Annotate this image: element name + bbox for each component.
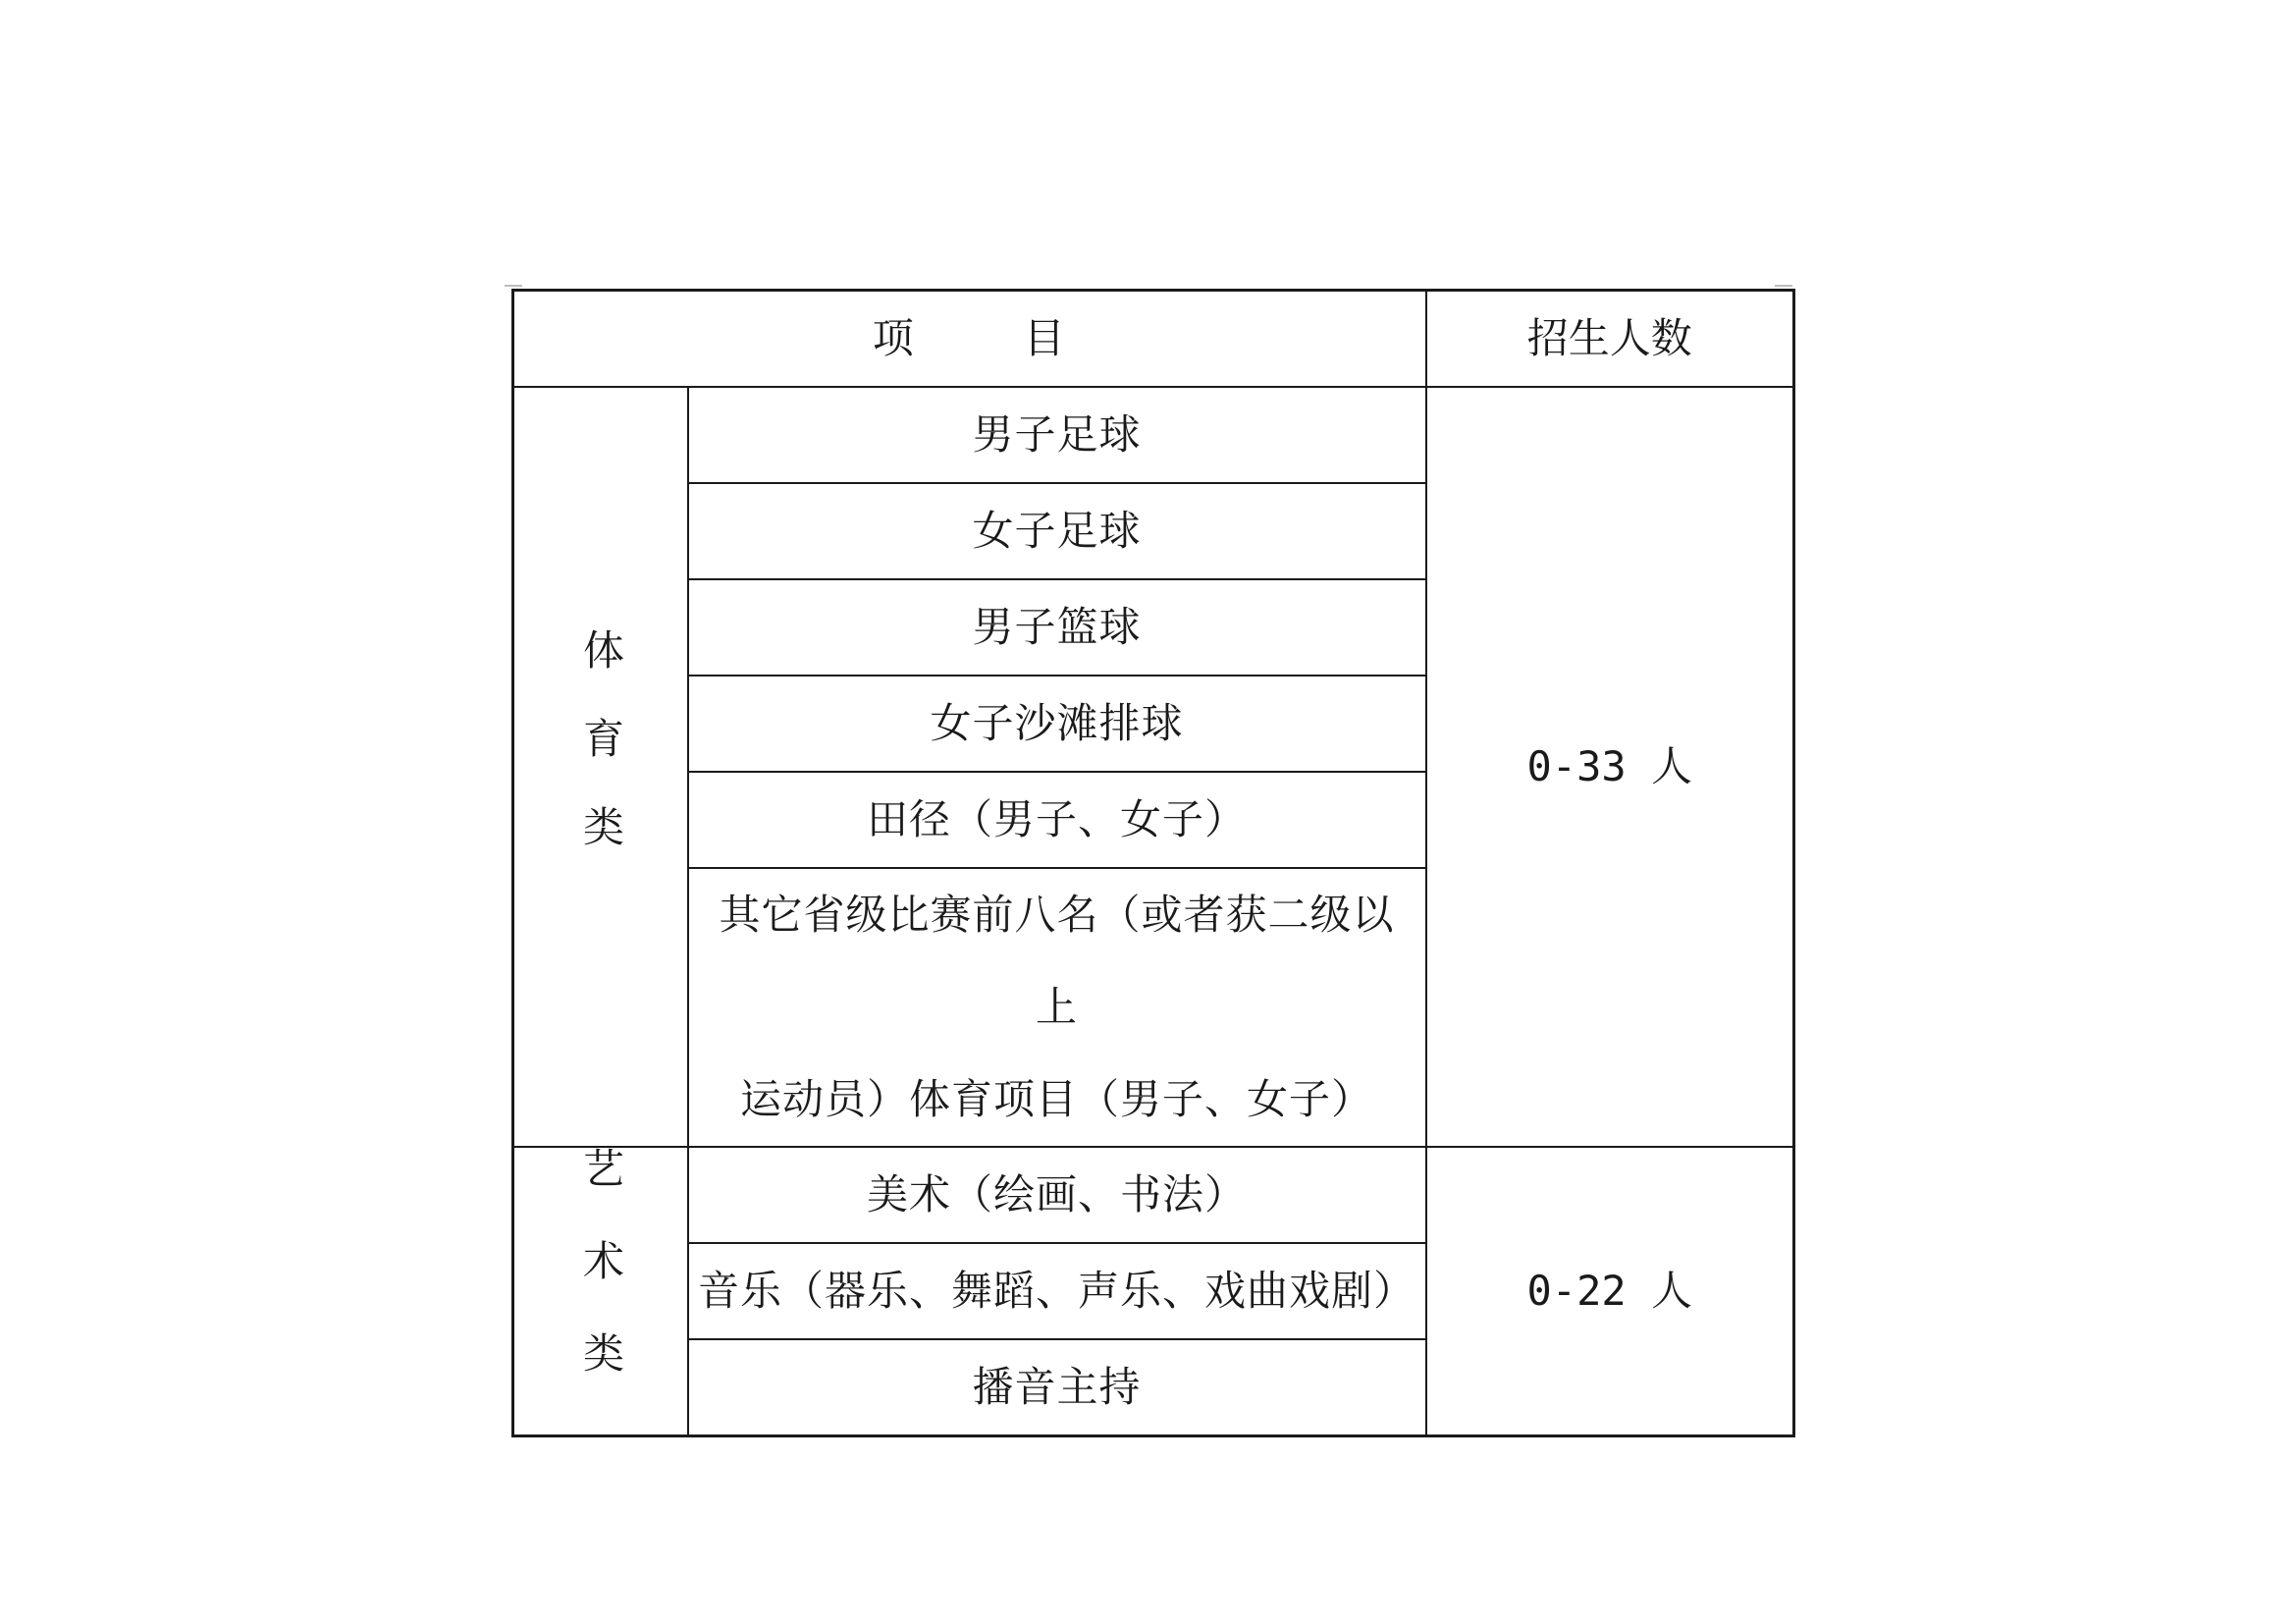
item-cell: 女子沙滩排球 xyxy=(688,676,1426,772)
count-value: 0-33 xyxy=(1526,741,1627,790)
item-cell: 男子篮球 xyxy=(688,579,1426,676)
item-cell: 播音主持 xyxy=(688,1339,1426,1436)
item-cell: 美术（绘画、书法） xyxy=(688,1147,1426,1243)
category-label: 艺术类 xyxy=(576,1147,625,1425)
category-label: 体育类 xyxy=(576,628,625,894)
count-unit: 人 xyxy=(1650,1266,1692,1315)
item-cell: 男子足球 xyxy=(688,387,1426,483)
corner-mark-right xyxy=(1775,285,1792,287)
header-count-cell: 招生人数 xyxy=(1426,291,1794,388)
category-cell-sports xyxy=(513,387,688,1147)
count-cell-sports xyxy=(1426,387,1794,1147)
item-cell-multiline xyxy=(688,868,1426,1147)
item-text: 其它省级比赛前八名（或者获二级以上 运动员）体育项目（男子、女子） xyxy=(719,891,1395,1123)
count-value: 0-22 xyxy=(1526,1266,1627,1315)
table-row xyxy=(513,387,1794,483)
header-item-cell xyxy=(513,291,1426,388)
header-item-right: 目 xyxy=(1023,313,1067,362)
item-cell: 田径（男子、女子） xyxy=(688,772,1426,868)
corner-mark-left xyxy=(505,285,522,287)
header-row xyxy=(513,291,1794,388)
category-cell-arts xyxy=(513,1147,688,1436)
header-item-left: 项 xyxy=(872,313,916,362)
count-cell-arts xyxy=(1426,1147,1794,1436)
item-cell: 女子足球 xyxy=(688,483,1426,579)
admission-quota-table xyxy=(511,289,1795,1437)
table-row xyxy=(513,1147,1794,1243)
item-cell: 音乐（器乐、舞蹈、声乐、戏曲戏剧） xyxy=(688,1243,1426,1339)
count-unit: 人 xyxy=(1650,741,1692,790)
